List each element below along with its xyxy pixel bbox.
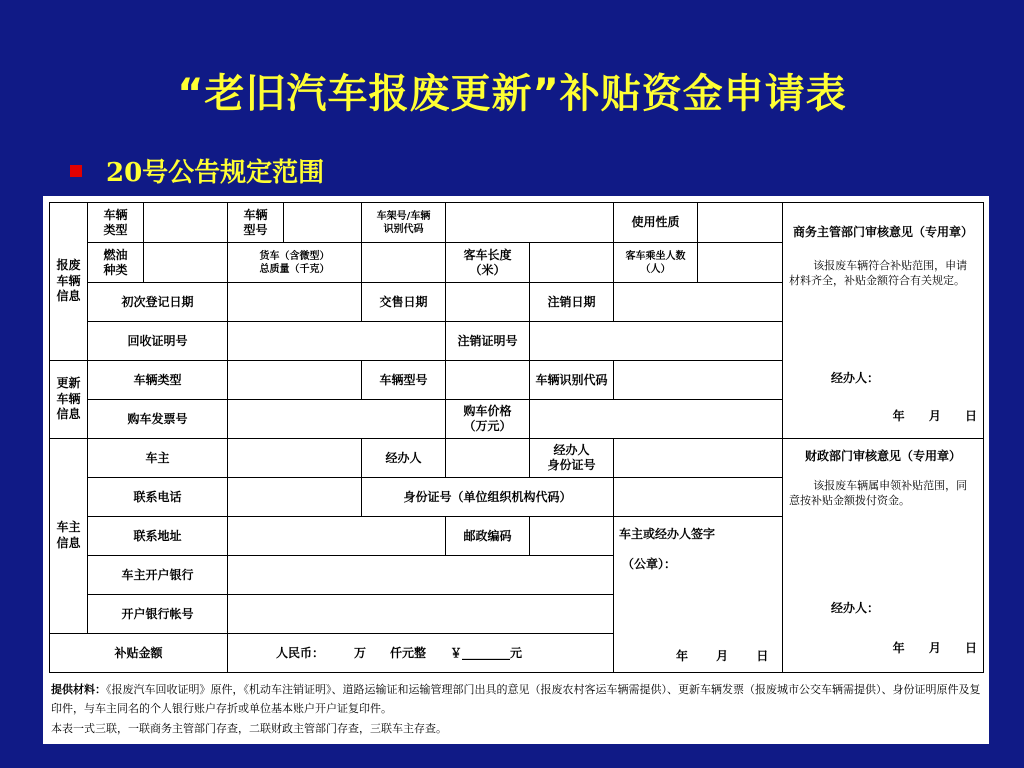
- bullet-square-icon: [70, 165, 82, 177]
- field-bus-seats[interactable]: [698, 243, 783, 283]
- field-fuel-type[interactable]: [144, 243, 228, 283]
- label-owner: 车主: [88, 439, 228, 478]
- form-footer: [51, 680, 981, 738]
- label-cancel-cert: 注销证明号: [446, 322, 530, 361]
- footer-copies: 本表一式三联，一联商务主管部门存查，二联财政主管部门存查，三联车主存查。: [51, 721, 447, 735]
- commerce-review-body: 该报废车辆符合补贴范围，申请材料齐全，补贴金额符合有关规定。: [789, 259, 968, 288]
- field-bank[interactable]: [228, 556, 614, 595]
- slide-title: “老旧汽车报废更新”补贴资金申请表: [177, 71, 847, 117]
- field-owner[interactable]: [228, 439, 362, 478]
- commerce-date: 年 月 日: [892, 409, 978, 423]
- field-agent-id[interactable]: [614, 439, 783, 478]
- label-renew-model: 车辆型号: [362, 361, 446, 400]
- label-vehicle-model: 车辆 型号: [228, 203, 284, 243]
- field-subsidy-amount[interactable]: 人民币： 万 仟元整 ￥________元: [228, 634, 614, 673]
- finance-review-box[interactable]: [783, 439, 984, 673]
- field-id-no[interactable]: [614, 478, 783, 517]
- label-agent-id: 经办人 身份证号: [530, 439, 614, 478]
- label-agent: 经办人: [362, 439, 446, 478]
- label-subsidy: 补贴金额: [50, 634, 228, 673]
- field-renew-vin[interactable]: [614, 361, 783, 400]
- label-truck-weight: 货车（含微型） 总质量（千克）: [228, 243, 362, 283]
- label-phone: 联系电话: [88, 478, 228, 517]
- field-phone[interactable]: [228, 478, 362, 517]
- field-renew-type[interactable]: [228, 361, 362, 400]
- signature-title: 车主或经办人签字: [619, 527, 716, 541]
- label-address: 联系地址: [88, 517, 228, 556]
- label-frame-vin: 车架号/车辆 识别代码: [362, 203, 446, 243]
- field-cancel-date[interactable]: [614, 283, 783, 322]
- finance-review-head: 财政部门审核意见（专用章）: [805, 449, 962, 463]
- signature-seal: （公章）：: [622, 557, 677, 571]
- field-address[interactable]: [228, 517, 446, 556]
- bullet-row: [70, 152, 324, 189]
- field-vehicle-model[interactable]: [284, 203, 362, 243]
- commerce-agent-label: 经办人：: [831, 371, 880, 385]
- finance-agent-label: 经办人：: [831, 601, 880, 615]
- footer-materials-text: 《报废汽车回收证明》原件，《机动车注销证明》、道路运输证和运输管理部门出具的意见（报废农村客运车辆需提供）、更新车辆发票（报废城市公交车辆需提供）、身份证明原件及复印件，与车主同名的个人银行账户存折或单位基本账户开户证复印件。: [51, 683, 981, 716]
- field-first-reg-date[interactable]: [228, 283, 362, 322]
- label-postcode: 邮政编码: [446, 517, 530, 556]
- field-invoice-no[interactable]: [228, 400, 446, 439]
- owner-signature-box[interactable]: [614, 517, 783, 673]
- label-account: 开户银行帐号: [88, 595, 228, 634]
- signature-date: 年 月 日: [676, 649, 769, 663]
- subsidy-application-form: [43, 196, 989, 744]
- form-table: [49, 202, 984, 673]
- commerce-review-box[interactable]: [783, 203, 984, 439]
- footer-materials: [51, 680, 981, 719]
- label-vehicle-type: 车辆 类型: [88, 203, 144, 243]
- field-vehicle-type[interactable]: [144, 203, 228, 243]
- field-account[interactable]: [228, 595, 614, 634]
- label-first-reg-date: 初次登记日期: [88, 283, 228, 322]
- label-price: 购车价格 （万元）: [446, 400, 530, 439]
- field-truck-weight[interactable]: [362, 243, 446, 283]
- section-scrap-vehicle: 报废 车辆 信息: [50, 203, 88, 361]
- label-bus-seats: 客车乘坐人数 （人）: [614, 243, 698, 283]
- field-bus-length[interactable]: [530, 243, 614, 283]
- label-fuel-type: 燃油 种类: [88, 243, 144, 283]
- footer-materials-label: 提供材料：: [51, 683, 106, 696]
- field-cancel-cert[interactable]: [530, 322, 783, 361]
- label-recycle-cert: 回收证明号: [88, 322, 228, 361]
- field-recycle-cert[interactable]: [228, 322, 446, 361]
- label-renew-type: 车辆类型: [88, 361, 228, 400]
- label-handover-date: 交售日期: [362, 283, 446, 322]
- label-id-no: 身份证号（单位组织机构代码）: [362, 478, 614, 517]
- field-agent[interactable]: [446, 439, 530, 478]
- field-renew-model[interactable]: [446, 361, 530, 400]
- finance-review-body: 该报废车辆属申领补贴范围，同意按补贴金额拨付资金。: [789, 479, 968, 508]
- field-postcode[interactable]: [530, 517, 614, 556]
- field-handover-date[interactable]: [446, 283, 530, 322]
- label-bank: 车主开户银行: [88, 556, 228, 595]
- label-usage: 使用性质: [614, 203, 698, 243]
- label-bus-length: 客车长度 （米）: [446, 243, 530, 283]
- finance-date: 年 月 日: [892, 641, 978, 655]
- field-price[interactable]: [530, 400, 783, 439]
- label-cancel-date: 注销日期: [530, 283, 614, 322]
- commerce-review-head: 商务主管部门审核意见（专用章）: [793, 225, 974, 239]
- field-usage[interactable]: [698, 203, 783, 243]
- label-invoice-no: 购车发票号: [88, 400, 228, 439]
- label-renew-vin: 车辆识别代码: [530, 361, 614, 400]
- bullet-text: 20号公告规定范围: [106, 158, 325, 188]
- field-frame-vin[interactable]: [446, 203, 614, 243]
- section-owner: 车主 信息: [50, 439, 88, 634]
- section-renew-vehicle: 更新 车辆 信息: [50, 361, 88, 439]
